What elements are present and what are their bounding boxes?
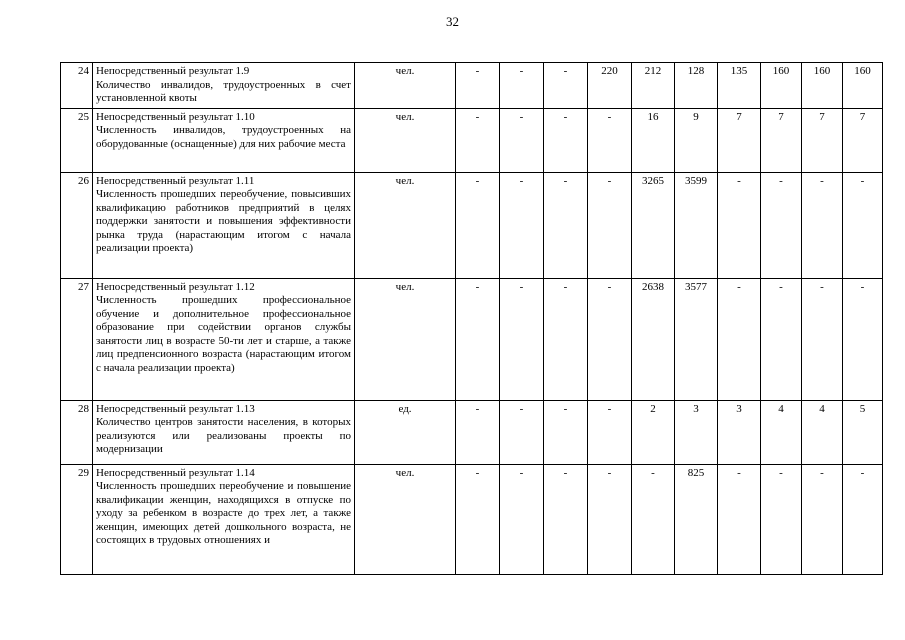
value-cell: - [544, 63, 588, 109]
value-cell: 9 [675, 108, 718, 172]
value-cell: 3599 [675, 172, 718, 278]
value-cell: 3 [675, 400, 718, 464]
value-cell: - [544, 400, 588, 464]
result-text: Количество инвалидов, трудоустроенных в счет установленной квоты [96, 78, 351, 104]
row-description [93, 172, 355, 278]
result-text: Численность прошедших профессиональное обучение и дополнительное профессиональное образование при содействии органов службы занятости лиц в возрасте 50-ти лет и старше, а также лиц предпенсионного возраста (нарастающим итогом с начала реализации проекта) [96, 294, 351, 374]
value-cell: - [843, 278, 883, 400]
value-cell: 5 [843, 400, 883, 464]
value-cell: - [500, 108, 544, 172]
value-cell: - [456, 464, 500, 574]
indicators-table [60, 62, 883, 575]
value-cell: - [500, 172, 544, 278]
value-cell: 135 [718, 63, 761, 109]
row-number: 28 [61, 400, 93, 464]
value-cell: - [544, 172, 588, 278]
unit-cell: чел. [355, 278, 456, 400]
value-cell: - [500, 400, 544, 464]
row-number: 24 [61, 63, 93, 109]
value-cell: - [456, 278, 500, 400]
table-row [61, 464, 883, 574]
row-number: 25 [61, 108, 93, 172]
value-cell: - [843, 172, 883, 278]
result-text: Численность прошедших переобучение и повышение квалификации женщин, находящихся в отпуске по уходу за ребенком в возрасте до трех лет, а также женщин, имеющих детей дошкольного возраста, не состоящих в трудовых отношениях и [96, 480, 351, 546]
table-row [61, 108, 883, 172]
table-row [61, 63, 883, 109]
result-text: Численность инвалидов, трудоустроенных на оборудованные (оснащенные) для них рабочие места [96, 124, 351, 150]
table-row [61, 400, 883, 464]
value-cell: 4 [761, 400, 802, 464]
result-title: Непосредственный результат 1.14 [96, 466, 255, 479]
unit-cell: ед. [355, 400, 456, 464]
table-row [61, 278, 883, 400]
row-description [93, 278, 355, 400]
page-number: 32 [446, 14, 459, 29]
value-cell: - [632, 464, 675, 574]
value-cell: - [718, 464, 761, 574]
value-cell: 3577 [675, 278, 718, 400]
value-cell: 212 [632, 63, 675, 109]
value-cell: - [761, 172, 802, 278]
value-cell: - [500, 464, 544, 574]
value-cell: - [500, 63, 544, 109]
result-title: Непосредственный результат 1.10 [96, 110, 255, 123]
value-cell: - [761, 278, 802, 400]
value-cell: - [456, 400, 500, 464]
value-cell: 4 [802, 400, 843, 464]
value-cell: 3265 [632, 172, 675, 278]
value-cell: - [500, 278, 544, 400]
row-description [93, 464, 355, 574]
unit-cell: чел. [355, 63, 456, 109]
value-cell: 7 [802, 108, 843, 172]
value-cell: 3 [718, 400, 761, 464]
result-title: Непосредственный результат 1.9 [96, 65, 250, 77]
value-cell: 2 [632, 400, 675, 464]
value-cell: 7 [761, 108, 802, 172]
value-cell: 128 [675, 63, 718, 109]
unit-cell: чел. [355, 108, 456, 172]
value-cell: - [588, 400, 632, 464]
value-cell: - [456, 108, 500, 172]
unit-cell: чел. [355, 172, 456, 278]
value-cell: 220 [588, 63, 632, 109]
value-cell: 2638 [632, 278, 675, 400]
value-cell: - [544, 108, 588, 172]
value-cell: - [544, 464, 588, 574]
value-cell: - [456, 63, 500, 109]
row-number: 26 [61, 172, 93, 278]
table-body [61, 63, 883, 575]
value-cell: - [802, 278, 843, 400]
value-cell: - [802, 172, 843, 278]
row-number: 29 [61, 464, 93, 574]
row-description [93, 63, 355, 109]
value-cell: 160 [843, 63, 883, 109]
value-cell: 16 [632, 108, 675, 172]
row-description [93, 108, 355, 172]
value-cell: - [718, 278, 761, 400]
result-title: Непосредственный результат 1.11 [96, 174, 255, 187]
result-text: Количество центров занятости населения, в которых реализуются или реализованы проекты по модернизации [96, 416, 351, 455]
value-cell: 160 [802, 63, 843, 109]
value-cell: - [456, 172, 500, 278]
unit-cell: чел. [355, 464, 456, 574]
result-title: Непосредственный результат 1.12 [96, 280, 255, 293]
result-title: Непосредственный результат 1.13 [96, 402, 255, 415]
value-cell: - [588, 278, 632, 400]
value-cell: 7 [718, 108, 761, 172]
value-cell: 7 [843, 108, 883, 172]
value-cell: - [802, 464, 843, 574]
value-cell: 825 [675, 464, 718, 574]
value-cell: - [718, 172, 761, 278]
result-text: Численность прошедших переобучение, повысивших квалификацию работников предприятий в целях поддержки занятости и повышения эффективности рынка труда (нарастающим итогом с начала реализации проекта) [96, 188, 351, 254]
table-row [61, 172, 883, 278]
row-description [93, 400, 355, 464]
value-cell: - [588, 108, 632, 172]
value-cell: - [544, 278, 588, 400]
value-cell: - [588, 464, 632, 574]
row-number: 27 [61, 278, 93, 400]
value-cell: - [843, 464, 883, 574]
value-cell: 160 [761, 63, 802, 109]
value-cell: - [761, 464, 802, 574]
value-cell: - [588, 172, 632, 278]
